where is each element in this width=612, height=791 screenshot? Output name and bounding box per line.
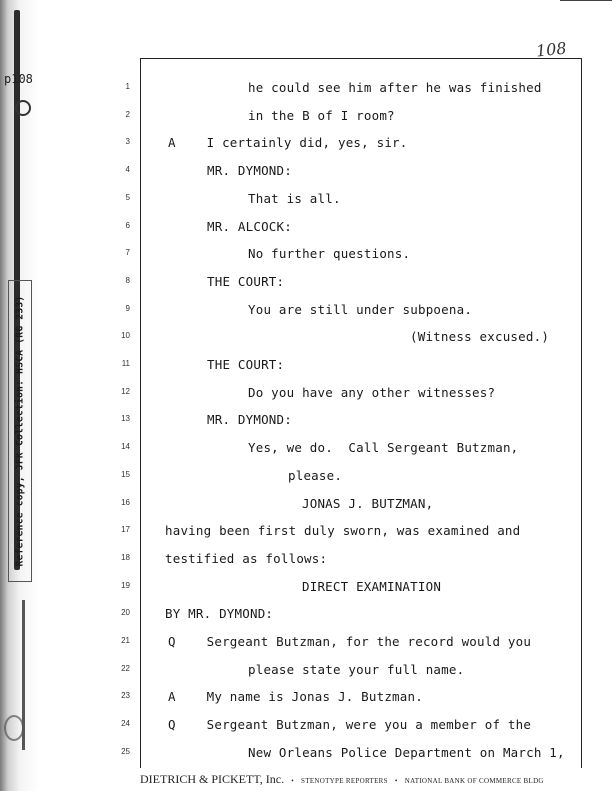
transcript-line: New Orleans Police Department on March 1, — [248, 744, 565, 760]
transcript-line: Yes, we do. Call Sergeant Butzman, — [248, 440, 519, 456]
line-number: 24 — [121, 719, 130, 729]
line-number: 20 — [121, 608, 130, 618]
transcript-line: please. — [288, 467, 343, 483]
transcript-line: Q Sergeant Butzman, were you a member of the — [168, 717, 532, 733]
line-number: 25 — [121, 746, 130, 756]
line-number: 8 — [125, 275, 130, 285]
transcript-line: testified as follows: — [165, 550, 328, 566]
transcript-line: MR. ALCOCK: — [207, 218, 292, 234]
transcript-line: THE COURT: — [207, 357, 285, 372]
transcript-line: BY MR. DYMOND: — [165, 606, 274, 622]
transcript-line: having been first duly sworn, was examined and — [165, 523, 521, 539]
transcript-line: MR. DYMOND: — [207, 163, 292, 179]
line-number: 12 — [121, 386, 130, 396]
folio-number: 108 — [535, 38, 568, 61]
footer-mid: STENOTYPE REPORTERS — [301, 777, 388, 785]
transcript-line: please state your full name. — [248, 661, 465, 677]
line-number: 1 — [125, 82, 130, 91]
line-number: 3 — [125, 137, 130, 147]
line-number: 4 — [125, 165, 130, 175]
footer-firm: DIETRICH & PICKETT, Inc. — [140, 772, 285, 786]
punch-hole-icon — [15, 100, 31, 116]
line-number: 11 — [121, 359, 130, 368]
transcript-line: THE COURT: — [207, 273, 285, 289]
line-number: 18 — [121, 552, 130, 562]
line-number: 5 — [125, 192, 130, 202]
line-number: 2 — [125, 109, 130, 119]
transcript-line: You are still under subpoena. — [248, 301, 473, 317]
line-number: 14 — [121, 442, 130, 452]
top-edge-line — [560, 0, 612, 1]
archive-stamp — [8, 280, 32, 582]
line-number: 10 — [121, 331, 130, 341]
line-number: 21 — [121, 636, 130, 645]
transcript-line: DIRECT EXAMINATION — [302, 578, 442, 594]
transcript-line: he could see him after he was finished — [248, 80, 542, 95]
transcript-line: A My name is Jonas J. Butzman. — [168, 689, 423, 705]
line-number: 23 — [121, 691, 130, 701]
archive-stamp-text: Reference copy, JFK Collection: HSCA (RG 233) — [14, 295, 26, 567]
line-number: 7 — [125, 248, 130, 258]
transcript-line: Do you have any other witnesses? — [248, 384, 496, 400]
transcript-line: in the B of I room? — [248, 107, 395, 123]
transcript-line: A I certainly did, yes, sir. — [168, 135, 408, 151]
reporter-footer: DIETRICH & PICKETT, Inc. • STENOTYPE REPORTERS • NATIONAL BANK OF COMMERCE BLDG — [140, 772, 544, 786]
page-id: p108 — [4, 72, 33, 86]
transcript-line: That is all. — [248, 190, 341, 206]
footer-right: NATIONAL BANK OF COMMERCE BLDG — [404, 777, 544, 785]
line-number: 17 — [121, 525, 130, 535]
transcript-line: (Witness excused.) — [410, 329, 550, 345]
line-number: 22 — [121, 663, 130, 673]
line-number: 6 — [125, 220, 130, 230]
line-number: 13 — [121, 414, 130, 424]
line-number: 16 — [121, 497, 130, 507]
line-number: 9 — [125, 303, 130, 313]
transcript-line: JONAS J. BUTZMAN, — [302, 495, 434, 511]
punch-hole-lower-icon — [4, 715, 24, 741]
line-number: 15 — [121, 469, 130, 479]
transcript-line: Q Sergeant Butzman, for the record would you — [168, 634, 532, 649]
line-number: 19 — [121, 580, 130, 590]
transcript-line: MR. DYMOND: — [207, 412, 292, 428]
transcript-line: No further questions. — [248, 246, 411, 262]
